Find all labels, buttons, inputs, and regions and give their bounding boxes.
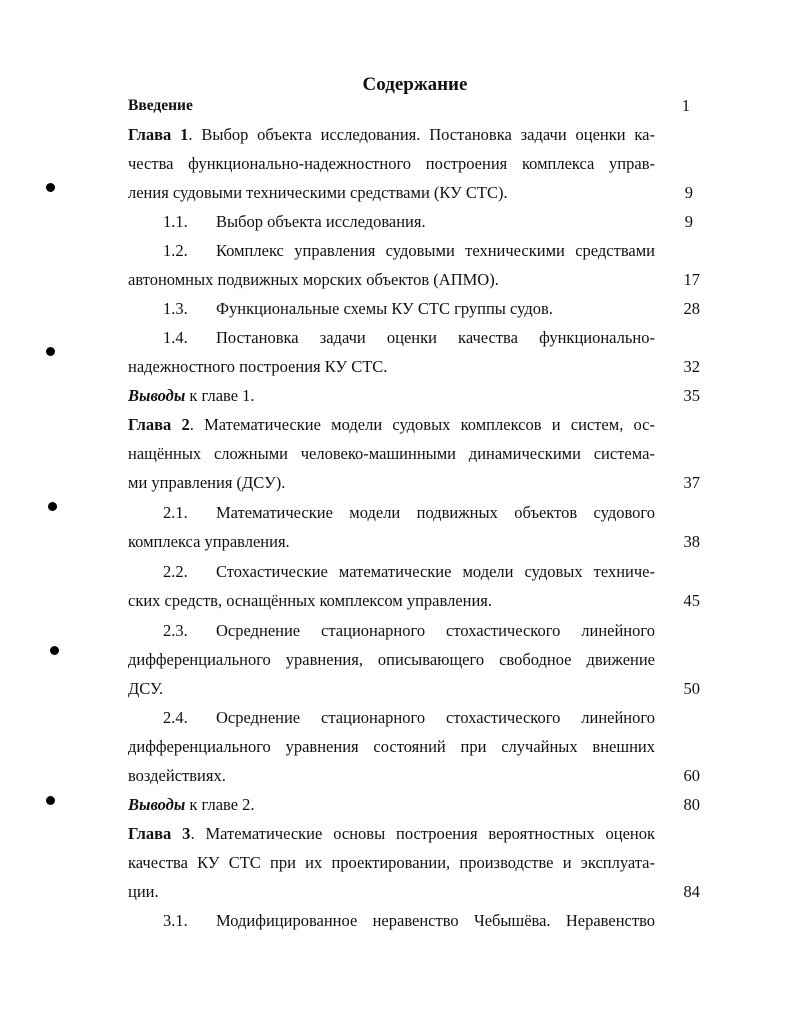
toc-page-number: 35 <box>683 386 700 405</box>
toc-line: Постановка задачи оценки качества функционально- <box>216 328 655 347</box>
toc-entry-section-1-2[interactable] <box>128 236 700 294</box>
toc-line: нащённых сложными человеко-машинными динамическими системa- <box>128 444 655 463</box>
toc-entry-section-2-2[interactable] <box>128 557 700 615</box>
toc-line: Стохастические математические модели судовых техниче- <box>216 562 655 581</box>
toc-line: Функциональные схемы КУ СТС группы судов. <box>216 299 553 318</box>
toc-entry-chapter-3[interactable] <box>128 819 700 906</box>
toc-line: Комплекс управления судовыми техническими средствами <box>216 241 655 260</box>
toc-page-number: 80 <box>683 795 700 814</box>
toc-entry-intro[interactable] <box>128 91 700 120</box>
toc-line: чества функционально-надежностного построения комплекса управ- <box>128 154 655 173</box>
toc-line: ДСУ. <box>128 679 164 698</box>
binder-hole-dot <box>50 646 59 655</box>
conclusions-label: Выводы <box>128 386 186 405</box>
toc-line: . Математические основы построения вероятностных оценок <box>190 824 655 843</box>
toc-line: Осреднение стационарного стохастического линейного <box>216 621 655 640</box>
toc-line: ления судовыми техническими средствами (КУ СТС). <box>128 183 508 202</box>
binder-hole-dot <box>46 796 55 805</box>
conclusions-label: Выводы <box>128 795 186 814</box>
toc-page-number: 17 <box>683 270 700 289</box>
toc-page-number: 37 <box>683 473 700 492</box>
binder-hole-dot <box>46 183 55 192</box>
toc-page-number: 32 <box>683 357 700 376</box>
toc-entry-section-1-1[interactable] <box>128 207 700 236</box>
toc-line: Введение <box>128 97 193 114</box>
toc-line: надежностного построения КУ СТС. <box>128 357 388 376</box>
toc-line: . Математические модели судовых комплексов и систем, ос- <box>189 415 655 434</box>
toc-line: Модифицированное неравенство Чебышёва. Неравенство <box>216 911 655 930</box>
section-number: 1.3. <box>163 299 188 318</box>
toc-page-number: 50 <box>683 679 700 698</box>
section-number: 2.3. <box>163 621 188 640</box>
toc-page-number: 38 <box>683 532 700 551</box>
toc-page-number: 1 <box>681 96 690 115</box>
toc-line: к главе 2. <box>185 795 255 814</box>
binder-hole-dot <box>46 347 55 356</box>
toc-line: . Выбор объекта исследования. Постановка задачи оценки ка- <box>188 125 655 144</box>
toc-page-number: 84 <box>683 882 700 901</box>
section-number: 3.1. <box>163 911 188 930</box>
section-number: 2.4. <box>163 708 188 727</box>
toc-entry-section-3-1[interactable] <box>128 906 700 935</box>
toc-line: Выбор объекта исследования. <box>216 212 426 231</box>
toc-entry-chapter-1[interactable] <box>128 120 700 207</box>
toc-line: воздействиях. <box>128 766 226 785</box>
toc-entry-section-2-4[interactable] <box>128 703 700 790</box>
toc-line: автономных подвижных морских объектов (АПМО). <box>128 270 499 289</box>
section-number: 1.1. <box>163 212 188 231</box>
page-title: Содержание <box>362 74 468 95</box>
toc-line: к главе 1. <box>185 386 255 405</box>
toc-line: качества КУ СТС при их проектировании, производстве и эксплуата- <box>128 853 655 872</box>
chapter-label: Глава 2 <box>128 415 190 434</box>
section-number: 1.2. <box>163 241 188 260</box>
toc-entry-section-2-1[interactable] <box>128 498 700 556</box>
toc-line: Осреднение стационарного стохастического линейного <box>216 708 655 727</box>
toc-line: ских средств, оснащённых комплексом управления. <box>128 591 493 610</box>
toc-entry-section-1-3[interactable] <box>128 294 700 323</box>
toc-line: ми управления (ДСУ). <box>128 473 286 492</box>
toc-page-number: 28 <box>683 299 700 318</box>
section-number: 2.2. <box>163 562 188 581</box>
section-number: 1.4. <box>163 328 188 347</box>
chapter-label: Глава 3 <box>128 824 191 843</box>
toc-page-number: 60 <box>683 766 700 785</box>
toc-entry-section-1-4[interactable] <box>128 323 700 381</box>
section-number: 2.1. <box>163 503 188 522</box>
toc-entry-chapter-2[interactable] <box>128 410 700 497</box>
toc-line: дифференциального уравнения, описывающего свободное движение <box>128 650 655 669</box>
toc-entry-conclusions-2[interactable] <box>128 790 700 819</box>
chapter-label: Глава 1 <box>128 125 189 144</box>
toc-page-number: 9 <box>684 212 693 231</box>
toc-entry-section-2-3[interactable] <box>128 616 700 703</box>
toc-line: дифференциального уравнения состояний при случайных внешних <box>128 737 655 756</box>
toc-line: Математические модели подвижных объектов судового <box>216 503 655 522</box>
toc-page-number: 9 <box>684 183 693 202</box>
toc-line: ции. <box>128 882 159 901</box>
toc-entry-conclusions-1[interactable] <box>128 381 700 410</box>
toc-line: комплекса управления. <box>128 532 290 551</box>
binder-hole-dot <box>48 502 57 511</box>
toc-page-number: 45 <box>683 591 700 610</box>
